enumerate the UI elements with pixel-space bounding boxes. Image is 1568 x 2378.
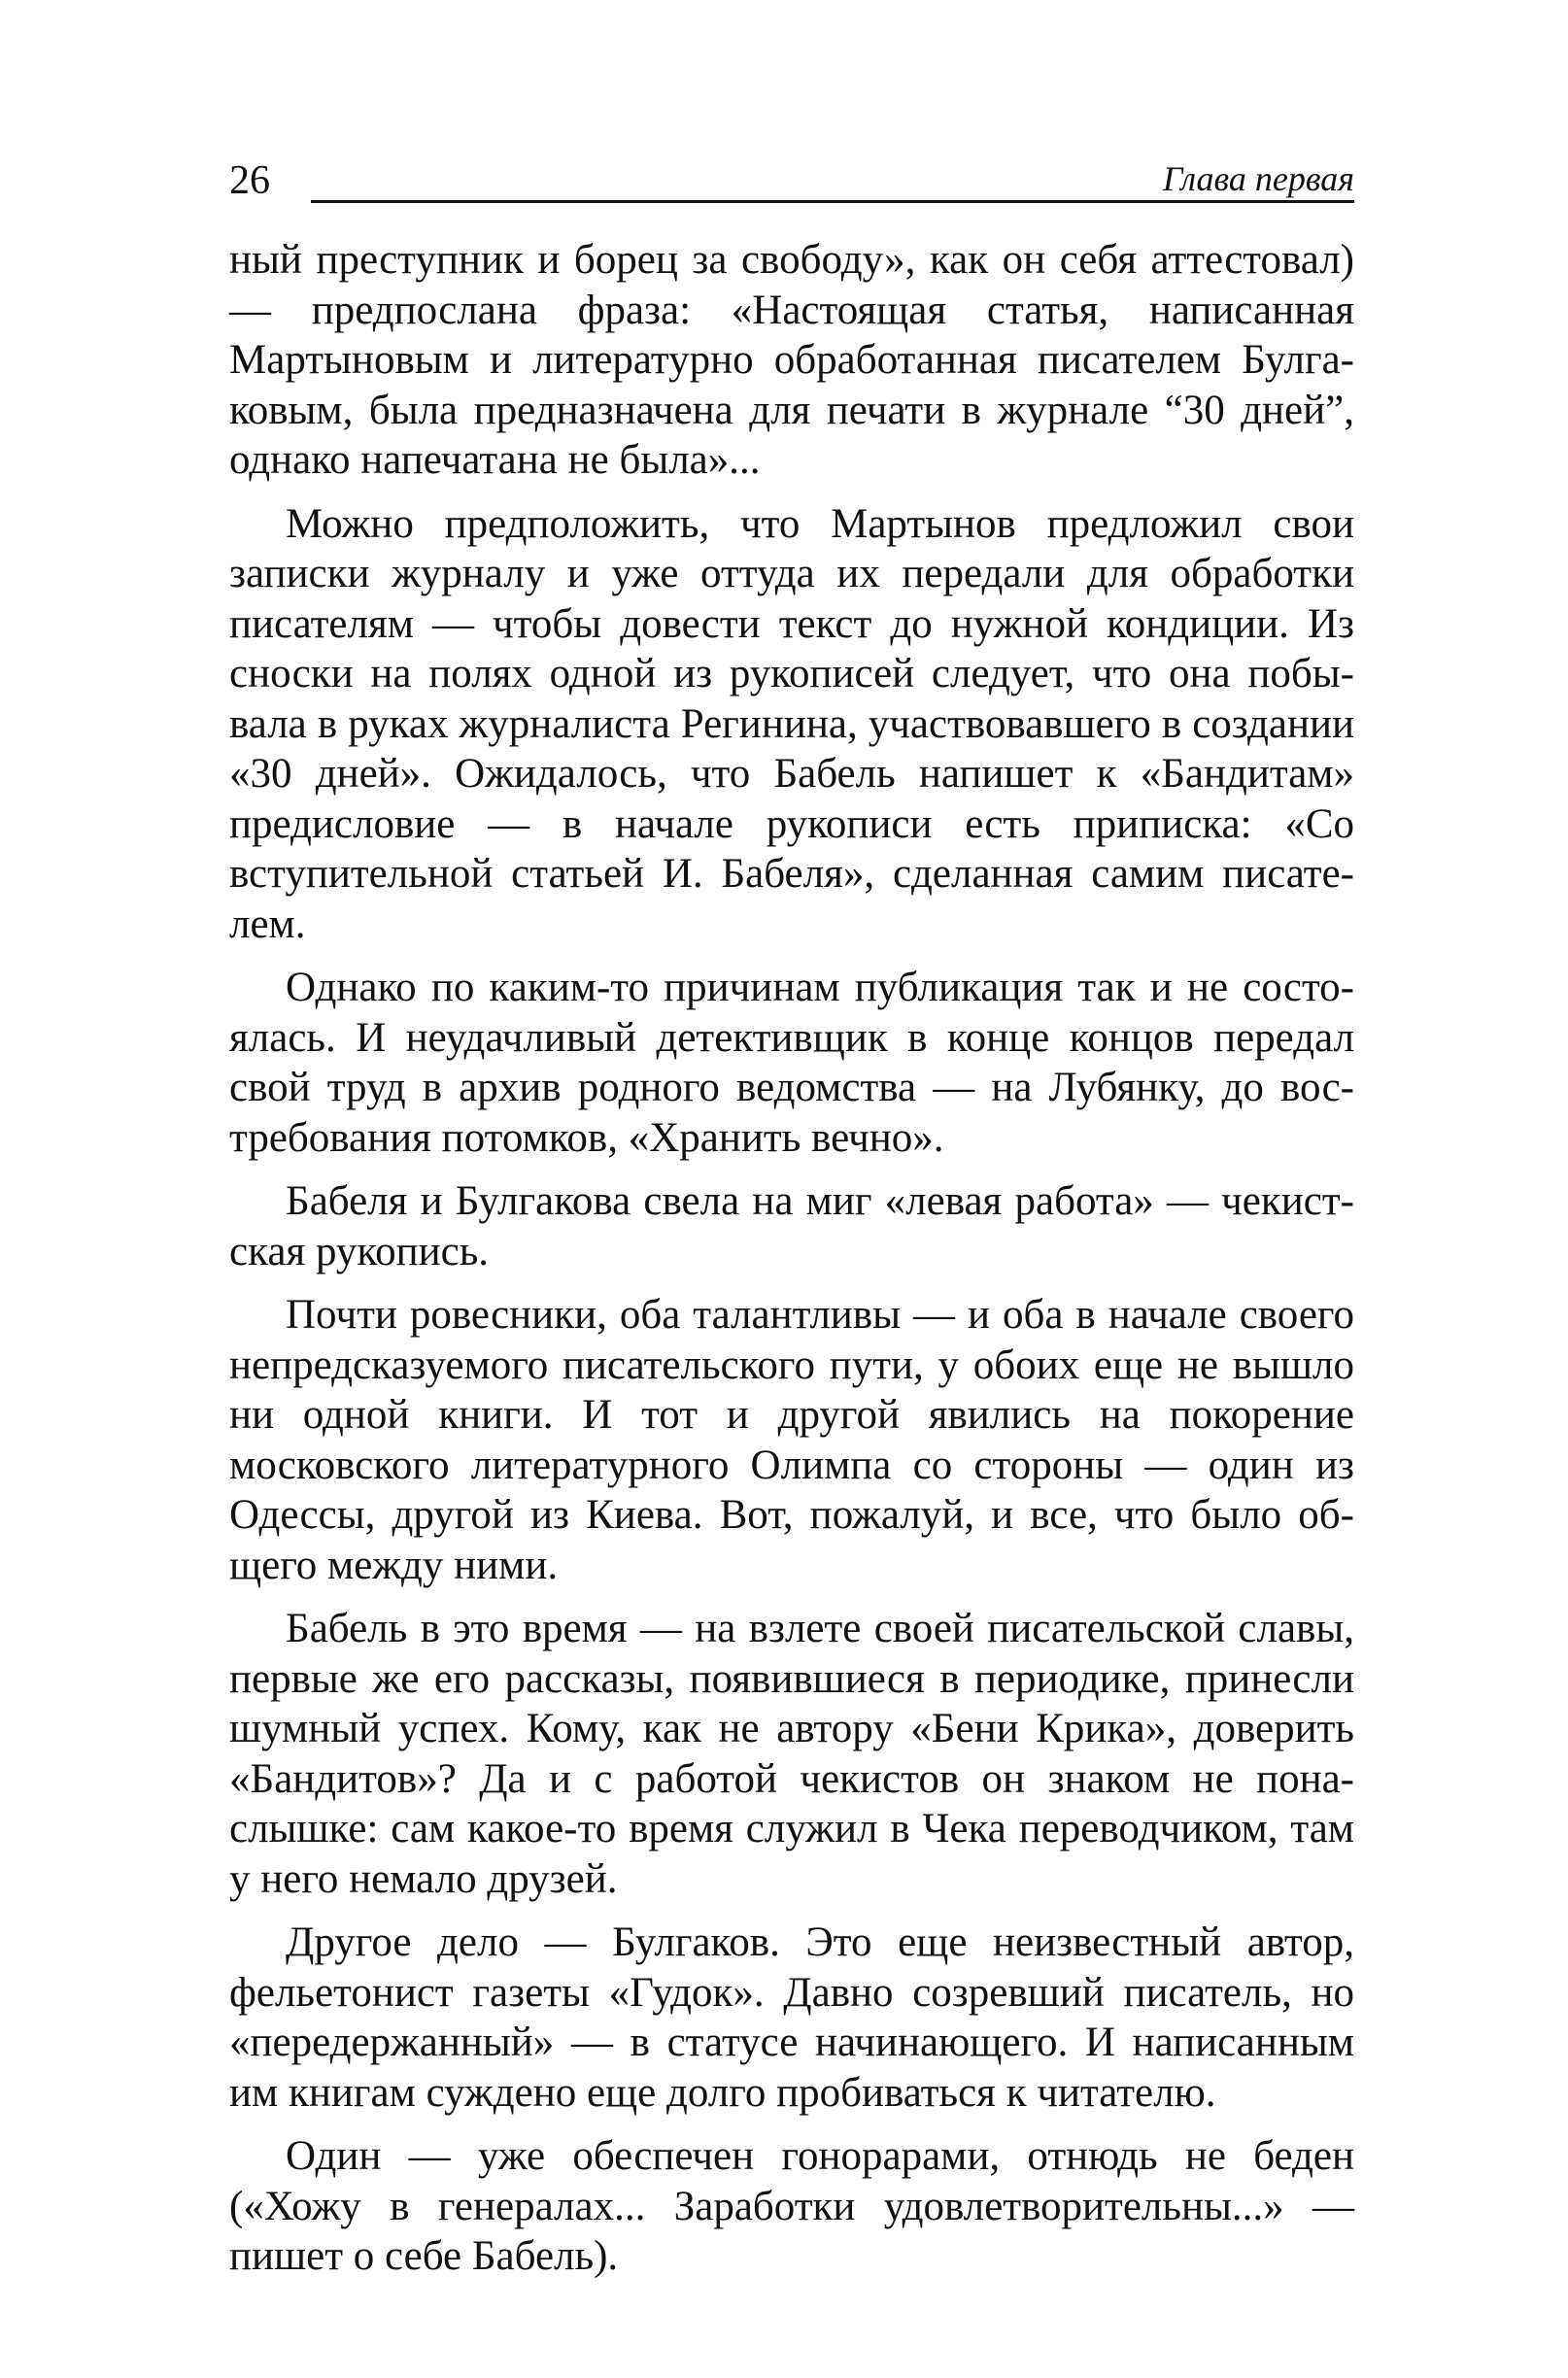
paragraph: Бабель в это время — на взлете своей писательской славы, первые же его рассказы, появившиеся в периодике, принесли шумный успех. Кому, как не автору «Бени Крика», доверить «Бандитов»? Да и с работой чекистов он знаком не понаслышке: сам какое-то время служил в Чека переводчиком, там у него немало друзей. [229,1606,1354,1902]
chapter-title: Глава первая [1162,159,1354,198]
paragraph: Бабеля и Булгакова свела на миг «левая работа» — чекистская рукопись. [229,1178,1354,1274]
paragraph: ный преступник и борец за свободу», как он себя аттестовал) — предпослана фраза: «Настоящая статья, написанная Мартыновым и литературно обработанная писателем Булгаковым, была предназначена для печати в журнале “30 дней”, однако напечатана не была»... [229,237,1354,483]
paragraph: Можно предположить, что Мартынов предложил свои записки журналу и уже оттуда их передали для обработки писателям — чтобы довести текст до нужной кондиции. Из сноски на полях одной из рукописей следует, что она побывала в руках журналиста Регинина, участвовавшего в создании «30 дней». Ожидалось, что Бабель напишет к «Бандитам» предисловие — в начале рукописи есть приписка: «Со вступительной статьей И. Бабеля», сделанная самим писателем. [229,500,1354,947]
paragraph: Другое дело — Булгаков. Это еще неизвестный автор, фельетонист газеты «Гудок». Давно созревший писатель, но «передержанный» — в статусе начинающего. И написанным им книгам суждено еще долго пробиваться к читателю. [229,1919,1354,2116]
paragraph: Почти ровесники, оба талантливы — и оба в начале своего непредсказуемого писательского пути, у обоих еще не вышло ни одной книги. И тот и другой явились на покорение московского литературного Олимпа со стороны — один из Одессы, другой из Киева. Вот, пожалуй, и все, что было общего между ними. [229,1292,1354,1588]
paragraph: Однако по каким-то причинам публикация так и не состоялась. И неудачливый детективщик в конце концов передал свой труд в архив родного ведомства — на Лубянку, до востребования потомков, «Хранить вечно». [229,965,1354,1161]
page-number: 26 [229,158,270,203]
header-rule [311,200,1354,203]
running-head [229,157,1354,204]
body-text [229,235,1354,2295]
paragraph: Один — уже обеспечен гонорарами, отнюдь не беден («Хожу в генералах... Заработки удовлетворительны...» — пишет о себе Бабель). [229,2133,1354,2279]
